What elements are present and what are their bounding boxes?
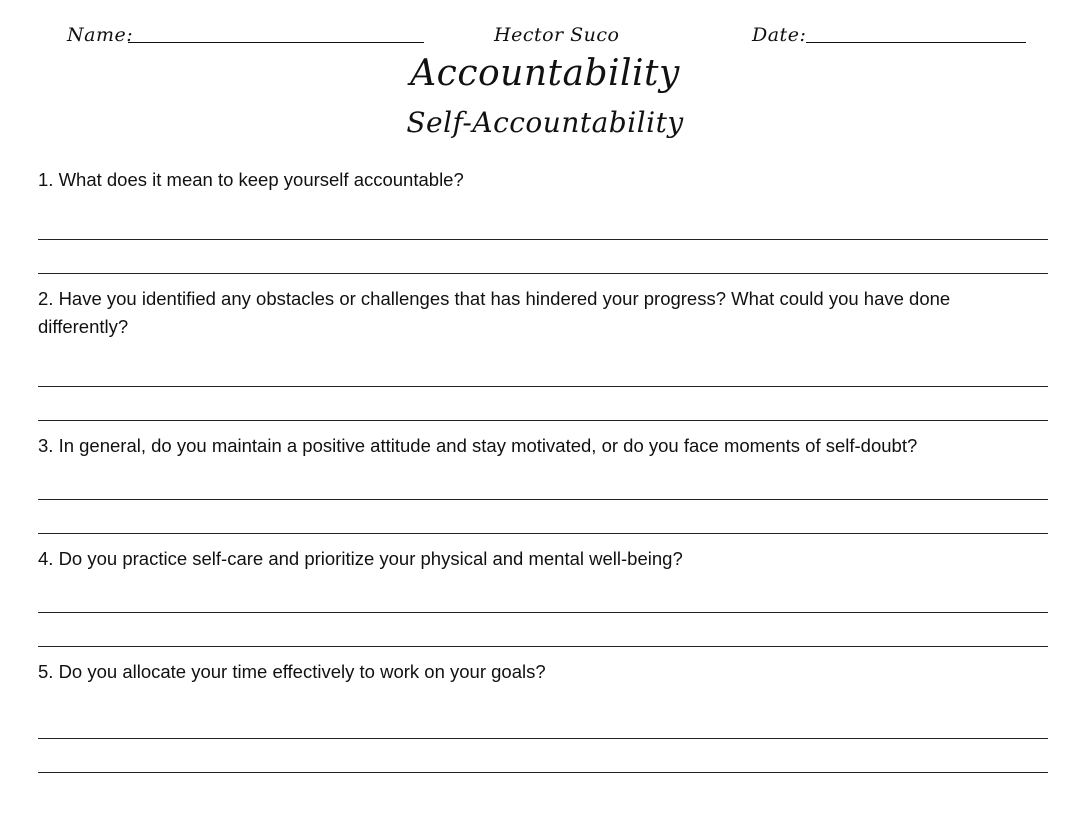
answer-line-4a[interactable] bbox=[38, 612, 1048, 613]
answer-line-2b[interactable] bbox=[38, 420, 1048, 421]
answer-line-4b[interactable] bbox=[38, 646, 1048, 647]
answer-line-5b[interactable] bbox=[38, 772, 1048, 773]
question-5: 5. Do you allocate your time effectively to work on your goals? bbox=[38, 661, 546, 682]
answer-line-5a[interactable] bbox=[38, 738, 1048, 739]
page-subtitle: Self-Accountability bbox=[406, 106, 684, 139]
page-title: Accountability bbox=[410, 53, 680, 94]
date-field[interactable] bbox=[806, 42, 1026, 43]
name-field[interactable] bbox=[128, 42, 424, 43]
answer-line-1b[interactable] bbox=[38, 273, 1048, 274]
author-name: Hector Suco bbox=[494, 24, 620, 46]
answer-line-1a[interactable] bbox=[38, 239, 1048, 240]
question-1: 1. What does it mean to keep yourself accountable? bbox=[38, 169, 464, 190]
answer-line-3a[interactable] bbox=[38, 499, 1048, 500]
question-2: 2. Have you identified any obstacles or challenges that has hindered your progress? What could you have done differently? bbox=[38, 288, 951, 337]
answer-line-3b[interactable] bbox=[38, 533, 1048, 534]
date-label: Date: bbox=[752, 24, 807, 46]
question-3: 3. In general, do you maintain a positive attitude and stay motivated, or do you face moments of self-doubt? bbox=[38, 435, 918, 456]
answer-line-2a[interactable] bbox=[38, 386, 1048, 387]
name-label: Name: bbox=[67, 24, 134, 46]
question-4: 4. Do you practice self-care and prioritize your physical and mental well-being? bbox=[38, 548, 683, 569]
